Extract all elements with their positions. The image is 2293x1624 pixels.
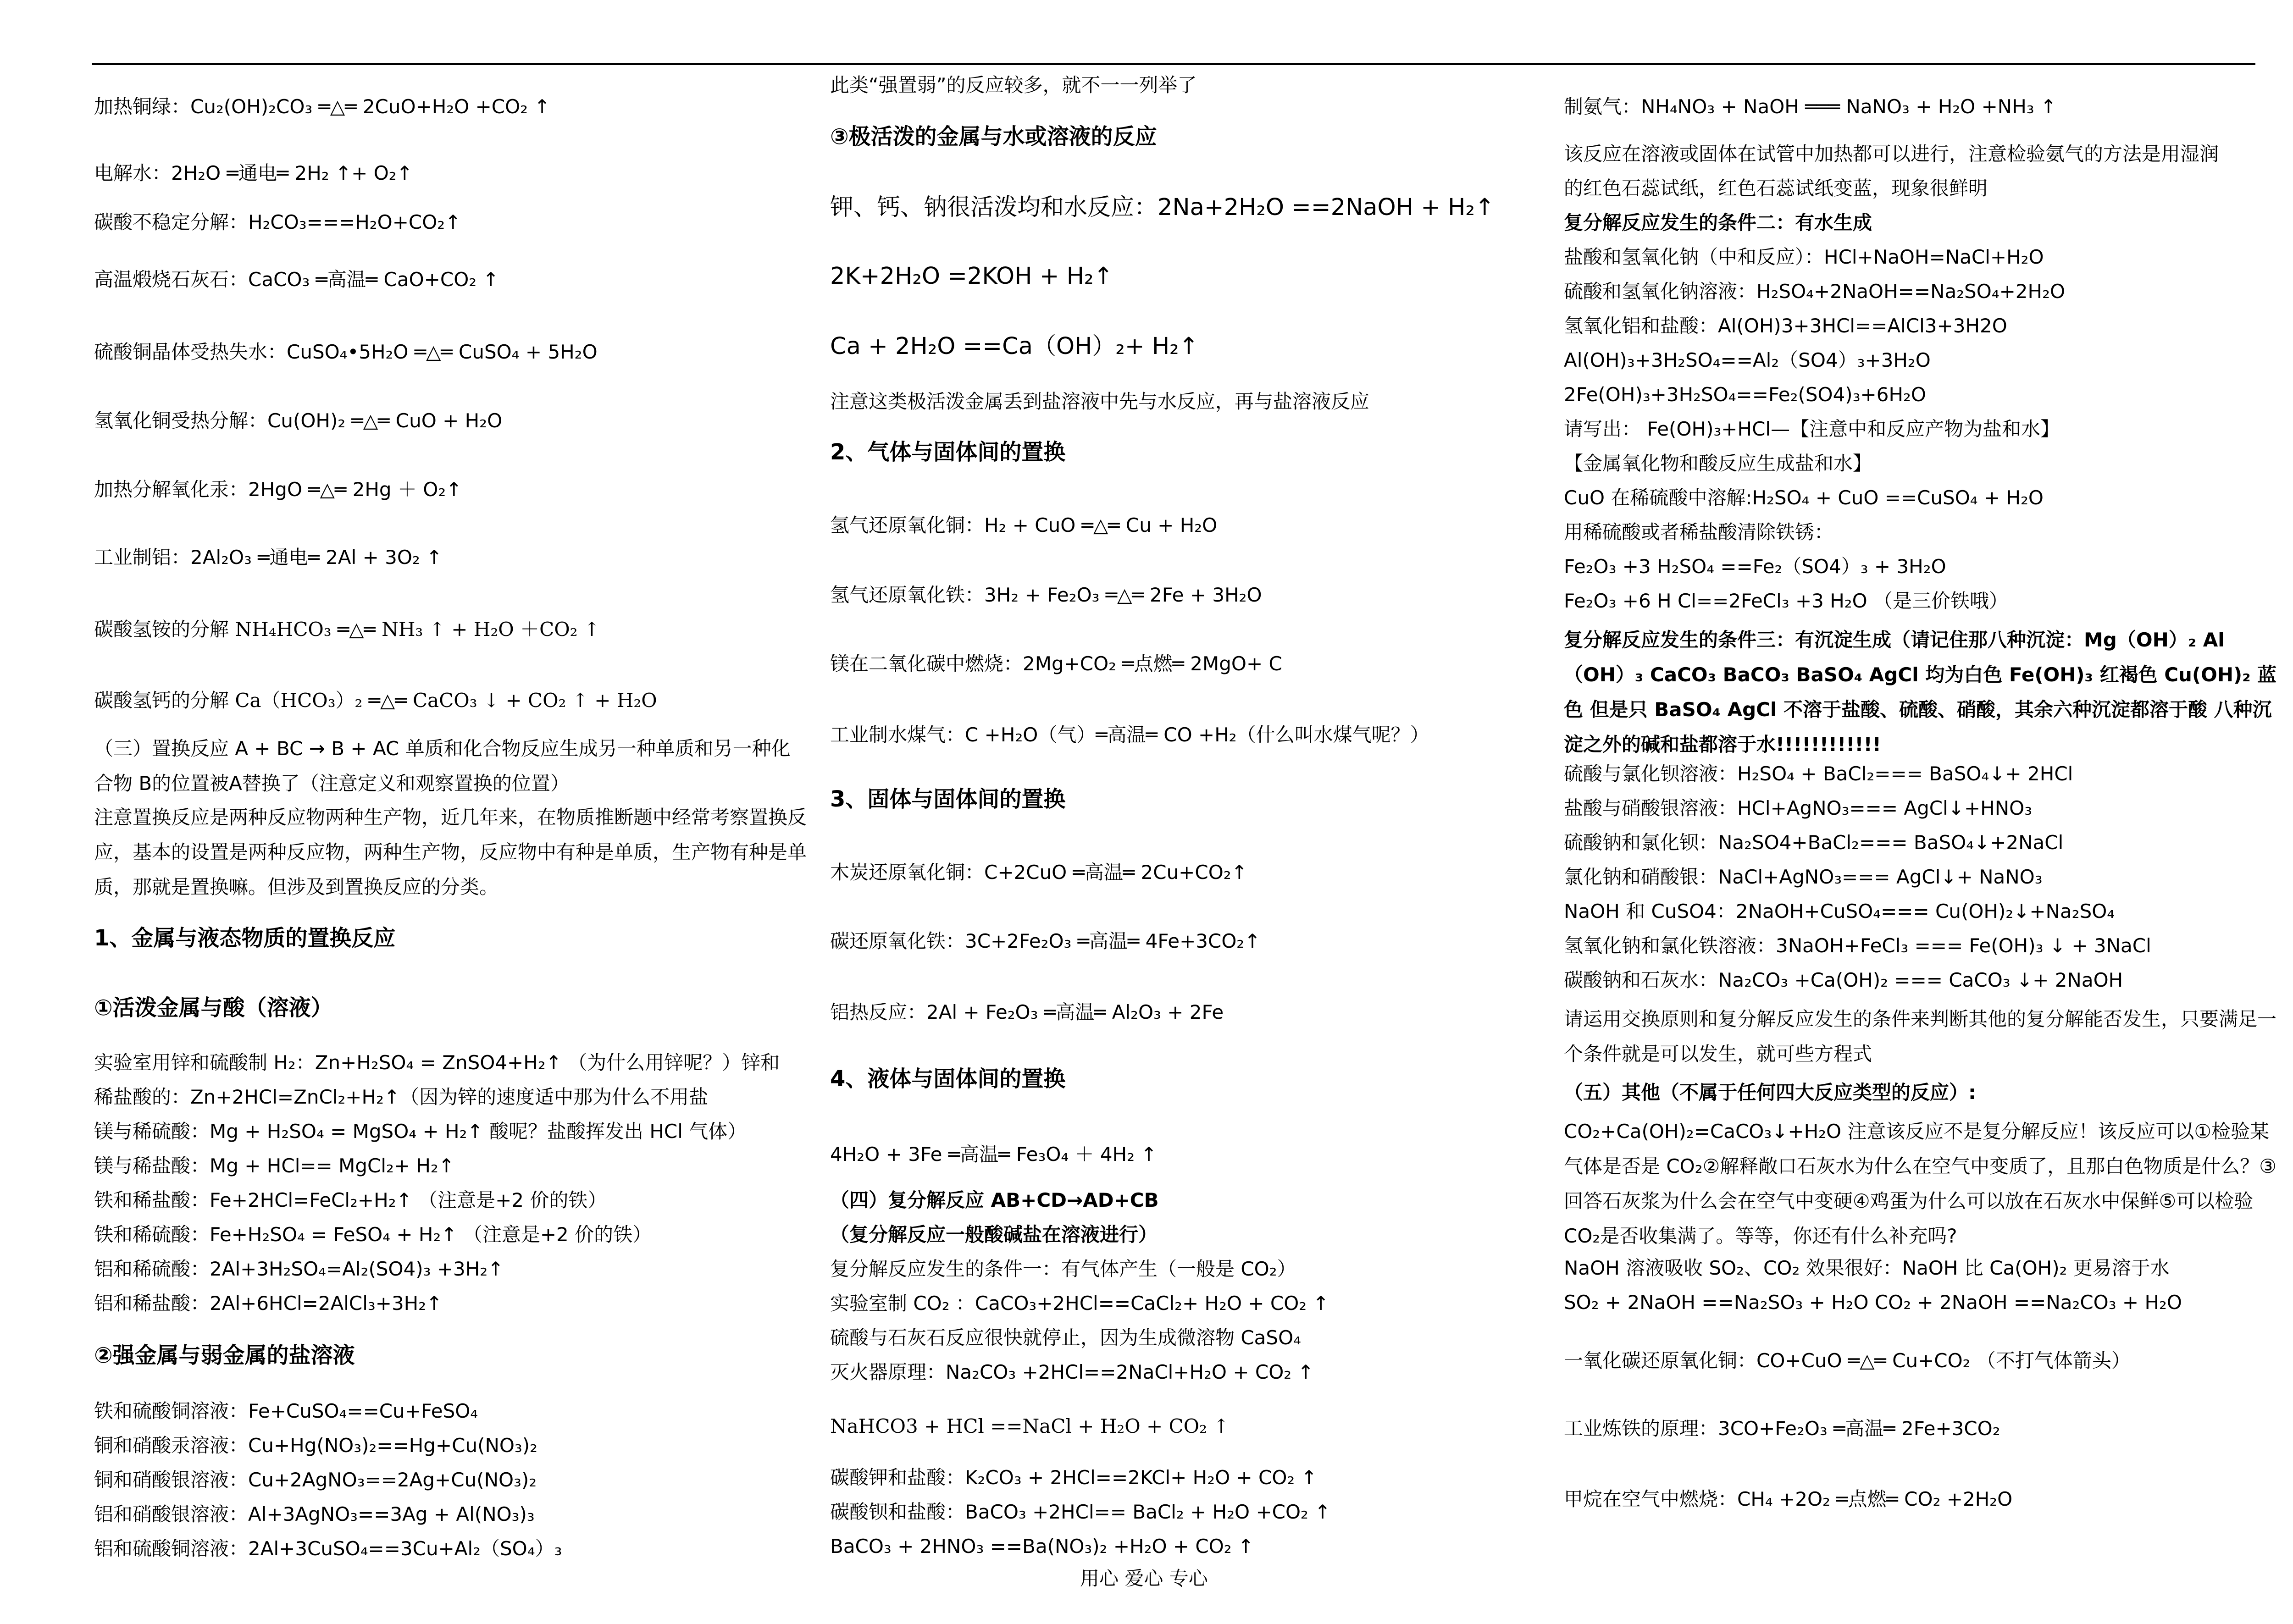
text-line: 高温煅烧石灰石：CaCO₃ ═高温═ CaO+CO₂ ↑	[94, 268, 499, 291]
text-line: （复分解反应一般酸碱盐在溶液进行）	[830, 1223, 1158, 1246]
text-line: 工业制铝：2Al₂O₃ ═通电═ 2Al + 3O₂ ↑	[94, 546, 443, 569]
text-line: 【金属氧化物和酸反应生成盐和水】	[1564, 452, 1872, 475]
text-line: 4H₂O + 3Fe ═高温═ Fe₃O₄ ＋ 4H₂ ↑	[830, 1143, 1157, 1166]
text-line: NaOH 溶液吸收 SO₂、CO₂ 效果很好：NaOH 比 Ca(OH)₂ 更易溶于水	[1564, 1257, 2170, 1279]
section-heading: （四）复分解反应 AB+CD→AD+CB	[830, 1189, 1159, 1211]
text-line: Al(OH)₃+3H₂SO₄==Al₂（SO4）₃+3H₂O	[1564, 349, 1931, 371]
text-line: 工业制水煤气：C +H₂O（气）═高温═ CO +H₂（什么叫水煤气呢？）	[830, 724, 1429, 746]
text-line: 复分解反应发生的条件二：有水生成	[1564, 211, 1872, 234]
text-line: 加热铜绿：Cu₂(OH)₂CO₃ ═△═ 2CuO+H₂O +CO₂ ↑	[94, 95, 550, 118]
text-line: 氢气还原氧化铁：3H₂ + Fe₂O₃ ═△═ 2Fe + 3H₂O	[830, 584, 1262, 606]
text-line: 碳酸氢铵的分解 NH₄HCO₃ ═△═ NH₃ ↑ + H₂O ＋CO₂ ↑	[94, 618, 600, 641]
subsection-heading: ③极活泼的金属与水或溶液的反应	[830, 124, 1157, 149]
text-line: CuO 在稀硫酸中溶解:H₂SO₄ + CuO ==CuSO₄ + H₂O	[1564, 486, 2044, 509]
text-line: 氢氧化铜受热分解：Cu(OH)₂ ═△═ CuO + H₂O	[94, 409, 503, 432]
text-line: Ca + 2H₂O ==Ca（OH）₂+ H₂↑	[830, 333, 1199, 360]
text-line: 实验室制 CO₂ ：CaCO₃+2HCl==CaCl₂+ H₂O + CO₂ ↑	[830, 1292, 1329, 1315]
text-line: 稀盐酸的：Zn+2HCl=ZnCl₂+H₂↑（因为锌的速度适中那为什么不用盐	[94, 1086, 709, 1108]
text-line: 钾、钙、钠很活泼均和水反应：2Na+2H₂O ==2NaOH + H₂↑	[830, 194, 1495, 221]
text-line: BaCO₃ + 2HNO₃ ==Ba(NO₃)₂ +H₂O + CO₂ ↑	[830, 1535, 1254, 1558]
text-line: Fe₂O₃ +3 H₂SO₄ ==Fe₂（SO4）₃ + 3H₂O	[1564, 555, 1946, 578]
text-line: 氢氧化钠和氯化铁溶液：3NaOH+FeCl₃ === Fe(OH)₃ ↓ + 3NaCl	[1564, 934, 2151, 957]
text-line: 铝和稀盐酸：2Al+6HCl=2AlCl₃+3H₂↑	[94, 1292, 443, 1315]
paragraph-precipitates: 复分解反应发生的条件三：有沉淀生成（请记住那八种沉淀：Mg（OH）₂ Al（OH）₃ CaCO₃ BaCO₃ BaSO₄ AgCl 均为白色 Fe(OH)₃ 红褐色 Cu(OH)₂ 蓝色 但是只 BaSO₄ AgCl 不溶于盐酸、硫酸、硝酸，其余六种沉淀都溶于酸 八种沉淀之外的碱和盐都溶于水!!!!!!!!!!!!	[1564, 629, 2277, 756]
text-line: 镁在二氧化碳中燃烧：2Mg+CO₂ ═点燃═ 2MgO+ C	[830, 652, 1282, 675]
text-line: 碳酸不稳定分解：H₂CO₃===H₂O+CO₂↑	[94, 211, 461, 233]
column-middle	[830, 0, 1545, 1624]
text-line: 铁和稀硫酸：Fe+H₂SO₄ = FeSO₄ + H₂↑ （注意是+2 价的铁）	[94, 1223, 652, 1246]
text-line: NaOH 和 CuSO4：2NaOH+CuSO₄=== Cu(OH)₂↓+Na₂SO₄	[1564, 900, 2115, 922]
paragraph-other-reactions: CO₂+Ca(OH)₂=CaCO₃↓+H₂O 注意该反应不是复分解反应！该反应可以①检验某气体是否是 CO₂②解释敞口石灰水为什么在空气中变质了，且那白色物质是什么？③回答石灰浆为什么会在空气中变硬④鸡蛋为什么可以放在石灰水中保鲜⑤可以检验 CO₂是否收集满了。等等，你还有什么补充吗?	[1564, 1120, 2276, 1247]
text-line: 电解水：2H₂O ═通电═ 2H₂ ↑+ O₂↑	[94, 162, 413, 184]
text-line: 盐酸和氢氧化钠（中和反应）：HCl+NaOH=NaCl+H₂O	[1564, 246, 2044, 268]
text-line: 甲烷在空气中燃烧：CH₄ +2O₂ ═点燃═ CO₂ +2H₂O	[1564, 1488, 2013, 1510]
text-line: 硫酸与氯化钡溶液：H₂SO₄ + BaCl₂=== BaSO₄↓+ 2HCl	[1564, 762, 2073, 785]
text-line: 硫酸钠和氯化钡：Na₂SO4+BaCl₂=== BaSO₄↓+2NaCl	[1564, 831, 2064, 854]
text-line: 铝热反应：2Al + Fe₂O₃ ═高温═ Al₂O₃ + 2Fe	[830, 1001, 1224, 1023]
text-line: 碳酸氢钙的分解 Ca（HCO₃）₂ ═△═ CaCO₃ ↓ + CO₂ ↑ + H₂O	[94, 689, 657, 712]
text-line: 该反应在溶液或固体在试管中加热都可以进行，注意检验氨气的方法是用湿润	[1564, 143, 2219, 165]
text-line: 灭火器原理：Na₂CO₃ +2HCl==2NaCl+H₂O + CO₂ ↑	[830, 1361, 1314, 1383]
text-line: 碳还原氧化铁：3C+2Fe₂O₃ ═高温═ 4Fe+3CO₂↑	[830, 930, 1261, 952]
section-heading: 3、固体与固体间的置换	[830, 786, 1066, 812]
section-heading: 1、金属与液态物质的置换反应	[94, 925, 396, 951]
text-line: 镁与稀盐酸：Mg + HCl== MgCl₂+ H₂↑	[94, 1154, 454, 1177]
text-line: 硫酸与石灰石反应很快就停止，因为生成微溶物 CaSO₄	[830, 1326, 1301, 1349]
text-line: 盐酸与硝酸银溶液：HCl+AgNO₃=== AgCl↓+HNO₃	[1564, 797, 2033, 819]
text-line: 2Fe(OH)₃+3H₂SO₄==Fe₂(SO4)₃+6H₂O	[1564, 383, 1926, 406]
text-line: 木炭还原氧化铜：C+2CuO ═高温═ 2Cu+CO₂↑	[830, 861, 1247, 884]
text-line: 铝和稀硫酸：2Al+3H₂SO₄=Al₂(SO4)₃ +3H₂↑	[94, 1258, 504, 1280]
text-line: Fe₂O₃ +6 H Cl==2FeCl₃ +3 H₂O （是三价铁哦）	[1564, 590, 2009, 612]
text-line: 复分解反应发生的条件一：有气体产生（一般是 CO₂）	[830, 1258, 1296, 1280]
text-line: 工业炼铁的原理：3CO+Fe₂O₃ ═高温═ 2Fe+3CO₂	[1564, 1417, 2000, 1440]
text-line: 铁和稀盐酸：Fe+2HCl=FeCl₂+H₂↑ （注意是+2 价的铁）	[94, 1189, 607, 1211]
text-line: 2K+2H₂O =2KOH + H₂↑	[830, 263, 1113, 290]
text-line: 氢气还原氧化铜：H₂ + CuO ═△═ Cu + H₂O	[830, 514, 1218, 536]
text-line: 碳酸钾和盐酸：K₂CO₃ + 2HCl==2KCl+ H₂O + CO₂ ↑	[830, 1466, 1317, 1489]
text-line: 铜和硝酸汞溶液：Cu+Hg(NO₃)₂==Hg+Cu(NO₃)₂	[94, 1434, 537, 1457]
text-line: 铝和硝酸银溶液：Al+3AgNO₃==3Ag + Al(NO₃)₃	[94, 1503, 535, 1525]
text-line: 制氨气：NH₄NO₃ + NaOH ═══ NaNO₃ + H₂O +NH₃ ↑	[1564, 95, 2057, 118]
text-line: SO₂ + 2NaOH ==Na₂SO₃ + H₂O CO₂ + 2NaOH ==Na₂CO₃ + H₂O	[1564, 1291, 2182, 1314]
text-line: 用稀硫酸或者稀盐酸清除铁锈：	[1564, 521, 1834, 543]
text-line: 的红色石蕊试纸，红色石蕊试纸变蓝，现象很鲜明	[1564, 177, 1988, 199]
text-line: 铜和硝酸银溶液：Cu+2AgNO₃==2Ag+Cu(NO₃)₂	[94, 1469, 537, 1491]
subsection-heading: ①活泼金属与酸（溶液）	[94, 995, 333, 1021]
text-line: NaHCO3 + HCl ==NaCl + H₂O + CO₂ ↑	[830, 1415, 1230, 1437]
column-right	[1564, 0, 2279, 1624]
text-line: 硫酸铜晶体受热失水：CuSO₄•5H₂O ═△═ CuSO₄ + 5H₂O	[94, 341, 598, 363]
text-line: 氯化钠和硝酸银：NaCl+AgNO₃=== AgCl↓+ NaNO₃	[1564, 866, 2043, 888]
column-left	[94, 0, 809, 1624]
text-line: 注意这类极活泼金属丢到盐溶液中先与水反应，再与盐溶液反应	[830, 390, 1370, 413]
text-line: 实验室用锌和硫酸制 H₂：Zn+H₂SO₄ = ZnSO4+H₂↑ （为什么用锌呢？）锌和	[94, 1051, 780, 1074]
text-line: 加热分解氧化汞：2HgO ═△═ 2Hg ＋ O₂↑	[94, 478, 462, 501]
text-line: 氢氧化铝和盐酸：Al(OH)3+3HCl==AlCl3+3H2O	[1564, 315, 2007, 337]
text-line: 碳酸钡和盐酸：BaCO₃ +2HCl== BaCl₂ + H₂O +CO₂ ↑	[830, 1501, 1331, 1523]
text-line: 一氧化碳还原氧化铜：CO+CuO ═△═ Cu+CO₂ （不打气体箭头）	[1564, 1349, 2131, 1372]
text-line: 此类“强置弱”的反应较多，就不一一列举了	[830, 74, 1197, 96]
section-heading: 4、液体与固体间的置换	[830, 1066, 1066, 1092]
paragraph-displacement-definition: （三）置换反应 A + BC → B + AC 单质和化合物反应生成另一种单质和另一种化合物 B的位置被A替换了（注意定义和观察置换的位置）	[94, 737, 791, 795]
paragraph-exchange-rule: 请运用交换原则和复分解反应发生的条件来判断其他的复分解能否发生，只要满足一个条件就是可以发生，就可些方程式	[1564, 1008, 2277, 1065]
text-line: 硫酸和氢氧化钠溶液：H₂SO₄+2NaOH==Na₂SO₄+2H₂O	[1564, 280, 2066, 303]
text-line: 请写出： Fe(OH)₃+HCl—【注意中和反应产物为盐和水】	[1564, 418, 2060, 440]
page-footer: 用心 爱心 专心	[1080, 1567, 1208, 1590]
text-line: 铁和硫酸铜溶液：Fe+CuSO₄==Cu+FeSO₄	[94, 1400, 478, 1422]
paragraph-displacement-note: 注意置换反应是两种反应物两种生产物，近几年来，在物质推断题中经常考察置换反应，基本的设置是两种反应物，两种生产物，反应物中有种是单质，生产物有种是单质，那就是置换嘛。但涉及到置换反应的分类。	[94, 806, 807, 898]
section-heading: 2、气体与固体间的置换	[830, 439, 1066, 465]
text-line: 镁与稀硫酸：Mg + H₂SO₄ = MgSO₄ + H₂↑ 酸呢？盐酸挥发出 HCl 气体）	[94, 1120, 747, 1143]
subsection-heading: ②强金属与弱金属的盐溶液	[94, 1342, 355, 1368]
text-line: 铝和硫酸铜溶液：2Al+3CuSO₄==3Cu+Al₂（SO₄）₃	[94, 1537, 562, 1560]
section-heading: （五）其他（不属于任何四大反应类型的反应）:	[1564, 1081, 1976, 1104]
text-line: 碳酸钠和石灰水：Na₂CO₃ +Ca(OH)₂ === CaCO₃ ↓+ 2NaOH	[1564, 969, 2123, 991]
